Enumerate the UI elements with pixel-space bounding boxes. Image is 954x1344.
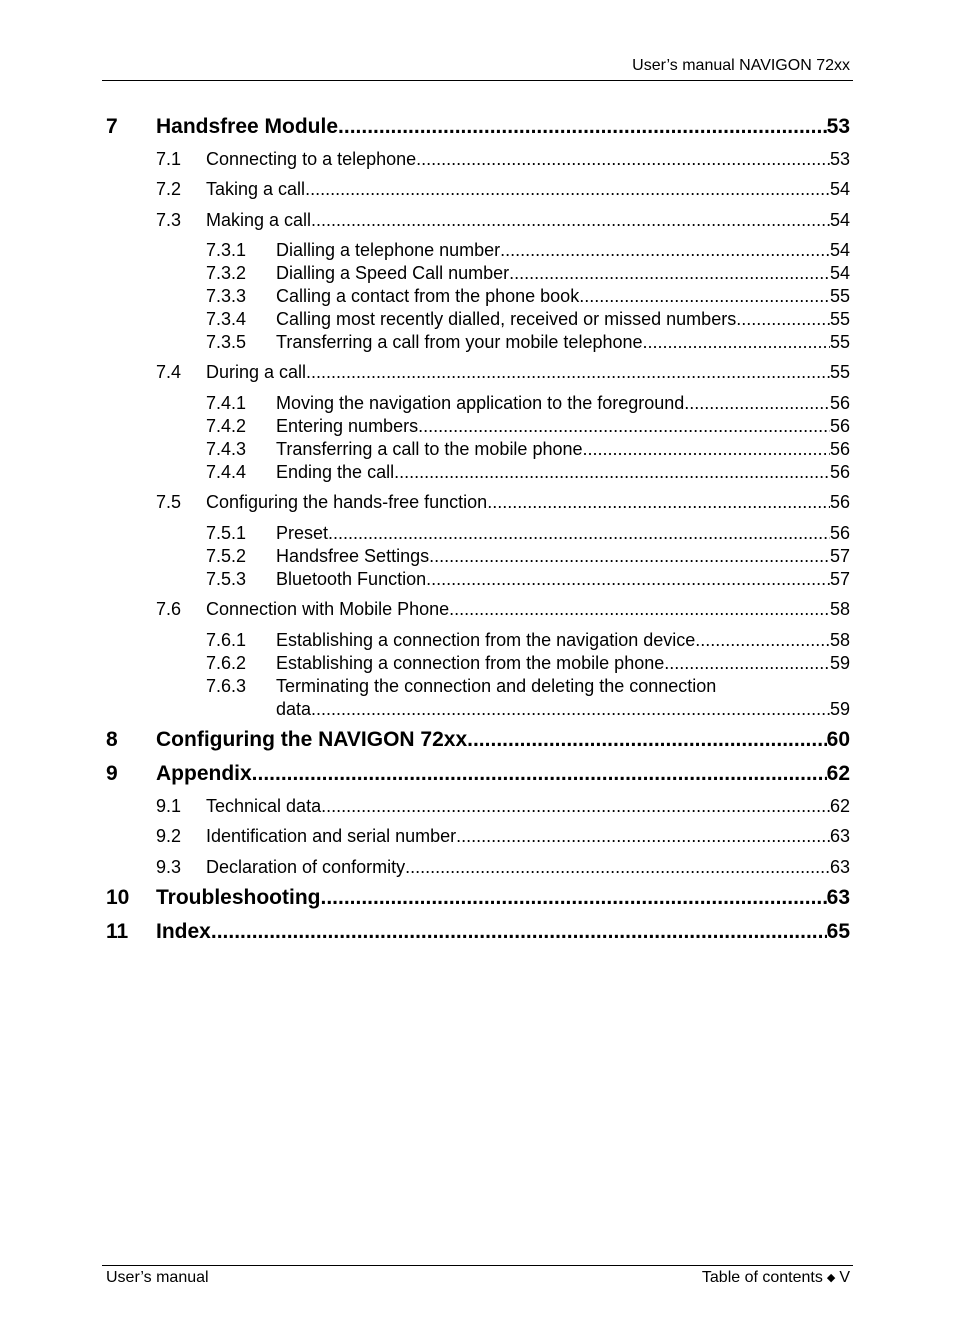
toc-page: 54: [829, 263, 850, 283]
toc-title: Moving the navigation application to the foreground: [276, 393, 685, 413]
toc-title: Preset: [276, 523, 329, 543]
toc-entry-7-5-1[interactable]: [206, 521, 850, 545]
toc-title: Bluetooth Function: [276, 569, 427, 589]
toc-entry-7-3-5[interactable]: [206, 330, 850, 354]
toc-entry-7[interactable]: [106, 113, 850, 141]
toc-number: 7.6.3: [206, 676, 247, 696]
toc-number: 7.3.5: [206, 332, 247, 352]
dot-leader: [695, 628, 830, 652]
toc-number: 7.6.2: [206, 653, 247, 673]
dot-leader: [449, 597, 830, 621]
toc-number: 7.5.3: [206, 569, 247, 589]
toc-page: 57: [829, 546, 850, 566]
toc-number: 9.1: [156, 796, 182, 816]
toc-number: 7.3.4: [206, 309, 247, 329]
toc-entry-9-2[interactable]: [156, 824, 850, 848]
toc-page: 55: [829, 309, 850, 329]
dot-leader: [305, 177, 830, 201]
toc-title: During a call: [206, 362, 307, 382]
toc-title: Terminating the connection and deleting the connection: [276, 676, 717, 696]
toc-number: 7.5: [156, 492, 182, 512]
toc-page: 54: [829, 240, 850, 260]
toc-title: Dialling a telephone number: [276, 240, 501, 260]
toc-number: 7.4: [156, 362, 182, 382]
toc-entry-11[interactable]: [106, 918, 850, 946]
toc-entry-7-5-2[interactable]: [206, 544, 850, 568]
toc-number: 7.6.1: [206, 630, 247, 650]
toc-number: 11: [106, 920, 129, 943]
toc-number: 7.3.3: [206, 286, 247, 306]
toc-title-continued: data: [276, 699, 312, 719]
dot-leader: [664, 651, 830, 675]
toc-page: 59: [829, 653, 850, 673]
footer-section: Table of contents: [701, 1269, 823, 1286]
toc-entry-9-3[interactable]: [156, 855, 850, 879]
toc-page: 54: [829, 210, 850, 230]
dot-leader: [306, 360, 830, 384]
dot-leader: [429, 544, 830, 568]
dot-leader: [467, 726, 827, 754]
toc-title: Ending the call: [276, 462, 395, 482]
toc-number: 7.2: [156, 179, 182, 199]
toc-number: 9: [106, 762, 118, 785]
dot-leader: [456, 824, 830, 848]
dot-leader: [583, 437, 830, 461]
toc-page: 62: [829, 796, 850, 816]
toc-page: 53: [826, 115, 850, 138]
toc-entry-7-6[interactable]: [156, 597, 850, 621]
toc-entry-9[interactable]: [106, 760, 850, 788]
toc-entry-7-6-2[interactable]: [206, 651, 850, 675]
toc-title: Configuring the NAVIGON 72xx: [156, 728, 468, 751]
dot-leader: [509, 261, 830, 285]
toc-title: Entering numbers: [276, 416, 419, 436]
toc-number: 7.1: [156, 149, 182, 169]
toc-title: Connection with Mobile Phone: [206, 599, 450, 619]
toc-number: 7.4.1: [206, 393, 247, 413]
toc-title: Troubleshooting: [156, 886, 321, 909]
toc-entry-7-2[interactable]: [156, 177, 850, 201]
toc-entry-7-1[interactable]: [156, 147, 850, 171]
toc-title: Establishing a connection from the mobile phone: [276, 653, 665, 673]
toc-page: 56: [829, 439, 850, 459]
toc-page: 55: [829, 286, 850, 306]
toc-entry-10[interactable]: [106, 884, 850, 912]
toc-entry-7-3-1[interactable]: [206, 238, 850, 262]
toc-number: 7.4.2: [206, 416, 247, 436]
toc-title: Transferring a call to the mobile phone: [276, 439, 583, 459]
toc-page: 60: [826, 728, 850, 751]
toc-page: 62: [826, 762, 850, 785]
dot-leader: [320, 884, 826, 912]
toc-page: 58: [829, 630, 850, 650]
toc-number: 9.2: [156, 826, 182, 846]
dot-leader: [487, 490, 830, 514]
toc-page: 56: [829, 492, 850, 512]
toc-title: Handsfree Settings: [276, 546, 430, 566]
toc-title: Identification and serial number: [206, 826, 457, 846]
toc-title: Configuring the hands-free function: [206, 492, 488, 512]
footer-page-info: [702, 1269, 850, 1287]
toc-page: 54: [829, 179, 850, 199]
dot-leader: [418, 414, 830, 438]
diamond-separator-icon: ◆: [826, 1272, 836, 1284]
dot-leader: [416, 147, 830, 171]
toc-title: Transferring a call from your mobile telephone: [276, 332, 643, 352]
toc-entry-7-4[interactable]: [156, 360, 850, 384]
toc-number: 7.3.1: [206, 240, 247, 260]
toc-number: 7.4.4: [206, 462, 247, 482]
toc-page: 56: [829, 462, 850, 482]
dot-leader: [426, 567, 830, 591]
dot-leader: [394, 460, 830, 484]
toc-number: 7.3: [156, 210, 182, 230]
toc-page: 56: [829, 393, 850, 413]
toc-entry-7-4-2[interactable]: [206, 414, 850, 438]
toc-page: 59: [829, 699, 850, 719]
toc-title: Handsfree Module: [156, 115, 339, 138]
dot-leader: [321, 794, 830, 818]
toc-entry-8[interactable]: [106, 726, 850, 754]
footer-manual-label: User’s manual: [106, 1269, 209, 1286]
toc-page: 63: [829, 826, 850, 846]
toc-page: 53: [829, 149, 850, 169]
toc-entry-7-3-3[interactable]: [206, 284, 850, 308]
toc-title: Calling most recently dialled, received or missed numbers: [276, 309, 737, 329]
dot-leader: [684, 391, 830, 415]
toc-title: Declaration of conformity: [206, 857, 406, 877]
dot-leader: [311, 208, 830, 232]
toc-page: 65: [826, 920, 850, 943]
toc-page: 57: [829, 569, 850, 589]
toc-title: Connecting to a telephone: [206, 149, 417, 169]
toc-title: Establishing a connection from the navigation device: [276, 630, 696, 650]
toc-title: Calling a contact from the phone book: [276, 286, 580, 306]
toc-entry-7-5[interactable]: [156, 490, 850, 514]
footer-rule: [102, 1265, 853, 1266]
toc-number: 7.3.2: [206, 263, 247, 283]
toc-entry-7-5-3[interactable]: [206, 567, 850, 591]
toc-page: 56: [829, 416, 850, 436]
toc-entry-7-6-1[interactable]: [206, 628, 850, 652]
toc-entry-7-4-4[interactable]: [206, 460, 850, 484]
toc-title: Making a call: [206, 210, 312, 230]
toc-number: 8: [106, 728, 118, 751]
running-header: User’s manual NAVIGON 72xx: [632, 57, 850, 74]
toc-page: 63: [829, 857, 850, 877]
toc-page: 58: [829, 599, 850, 619]
toc-number: 7.5.2: [206, 546, 247, 566]
dot-leader: [338, 113, 827, 141]
toc-number: 10: [106, 886, 130, 909]
dot-leader: [311, 697, 830, 721]
dot-leader: [500, 238, 830, 262]
toc-page: 63: [826, 886, 850, 909]
dot-leader: [211, 918, 827, 946]
toc-title: Appendix: [156, 762, 252, 785]
toc-title: Technical data: [206, 796, 322, 816]
toc-entry-7-3-2[interactable]: [206, 261, 850, 285]
dot-leader: [405, 855, 830, 879]
toc-entry-7-3-4[interactable]: [206, 307, 850, 331]
toc-entry-7-6-3-line2: [206, 697, 850, 721]
footer-page-number: V: [839, 1269, 850, 1286]
toc-title: Taking a call: [206, 179, 306, 199]
toc-page: 55: [829, 362, 850, 382]
toc-number: 7.6: [156, 599, 182, 619]
toc-number: 7.4.3: [206, 439, 247, 459]
toc-entry-7-3[interactable]: [156, 208, 850, 232]
toc-title: Dialling a Speed Call number: [276, 263, 510, 283]
dot-leader: [579, 284, 830, 308]
toc-number: 7.5.1: [206, 523, 247, 543]
dot-leader: [328, 521, 830, 545]
toc-number: 7: [106, 115, 118, 138]
toc-entry-7-4-1[interactable]: [206, 391, 850, 415]
dot-leader: [736, 307, 830, 331]
toc-entry-7-4-3[interactable]: [206, 437, 850, 461]
toc-page: 56: [829, 523, 850, 543]
toc-number: 9.3: [156, 857, 182, 877]
dot-leader: [643, 330, 830, 354]
header-rule: [102, 80, 853, 81]
toc-entry-7-6-3-line1: [206, 674, 850, 698]
toc-entry-9-1[interactable]: [156, 794, 850, 818]
toc-page: 55: [829, 332, 850, 352]
dot-leader: [252, 760, 827, 788]
toc-title: Index: [156, 920, 211, 943]
